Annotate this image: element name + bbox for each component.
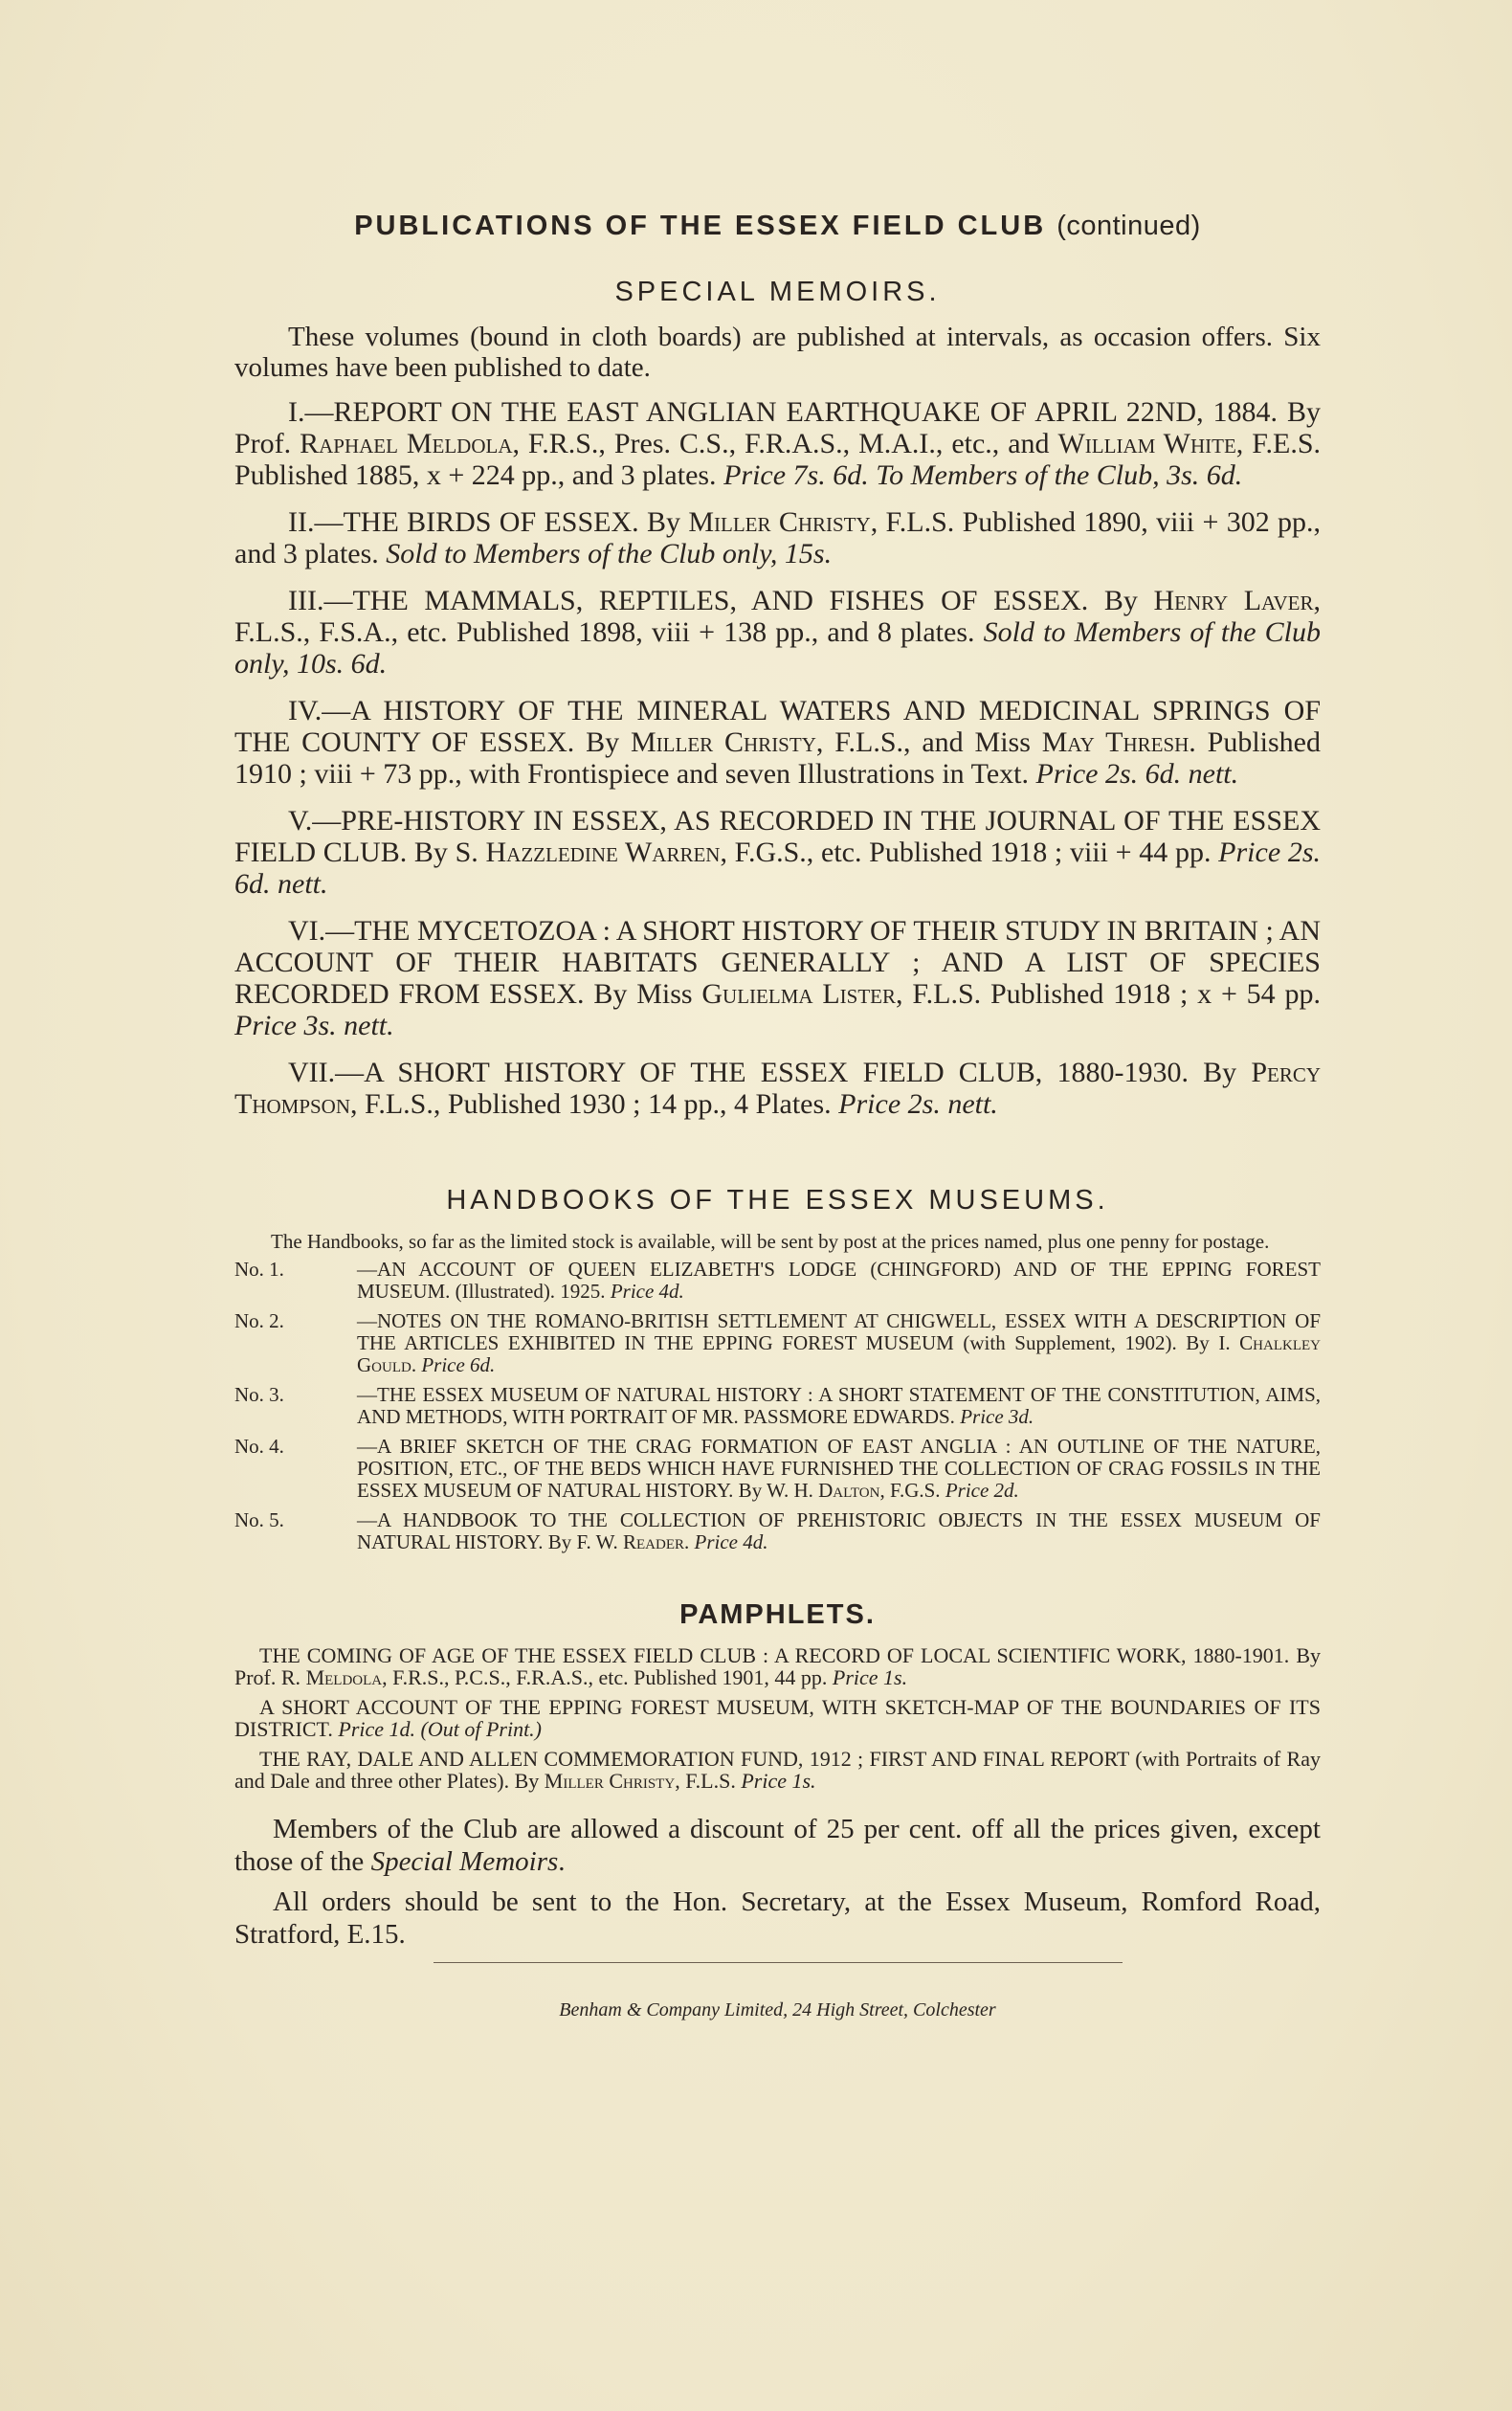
handbook-text: —NOTES ON THE ROMANO-BRITISH SETTLEMENT AT CHIGWELL, ESSEX WITH A DESCRIPTION OF THE ARTICLES EXHIBITED IN THE EPPING FOREST MUSEUM (with Supplement, 1902). By I. bbox=[357, 1309, 1321, 1354]
discount-text: Members of the Club are allowed a discount of 25 per cent. off all the prices given, except those of the bbox=[234, 1814, 1321, 1877]
memoir-details: , F.L.S., F.S.A., etc. Published 1898, viii + 138 pp., and 8 plates. bbox=[234, 585, 1321, 648]
memoir-title: IV.—A HISTORY OF THE MINERAL WATERS AND MEDICINAL SPRINGS OF THE COUNTY OF ESSEX. bbox=[234, 695, 1321, 758]
handbook-price: Price 4d. bbox=[610, 1280, 684, 1303]
page-header bbox=[234, 211, 1321, 242]
pamphlet-item bbox=[234, 1644, 1321, 1688]
handbook-text: , F.G.S. bbox=[879, 1479, 945, 1502]
memoir-details: , F.L.S. Published 1890, viii + 302 pp., and 3 plates. bbox=[234, 506, 1322, 569]
orders-note: All orders should be sent to the Hon. Secretary, at the Essex Museum, Romford Road, Stratford, E.15. bbox=[234, 1886, 1321, 1950]
handbook-text: . bbox=[411, 1353, 422, 1376]
pamphlet-text: A SHORT ACCOUNT OF THE EPPING FOREST MUSEUM, WITH SKETCH-MAP OF THE BOUNDARIES OF ITS DISTRICT. bbox=[234, 1695, 1321, 1741]
handbook-author: Dalton bbox=[818, 1479, 880, 1502]
pamphlet-text: THE RAY, DALE AND ALLEN COMMEMORATION FUND, 1912 ; FIRST AND FINAL REPORT (with Portraits of Ray and Dale and three other Plates). By bbox=[234, 1747, 1321, 1793]
handbook-author: Chalkley Gould bbox=[357, 1331, 1321, 1376]
handbook-price: Price 6d. bbox=[421, 1353, 496, 1376]
handbook-price: Price 4d. bbox=[694, 1530, 768, 1553]
memoir-author: Hazzledine Warren bbox=[485, 837, 721, 868]
handbook-item bbox=[234, 1310, 1321, 1376]
memoir-price: Price 2s. nett. bbox=[838, 1088, 998, 1120]
divider bbox=[434, 1962, 1123, 1963]
pamphlet-item bbox=[234, 1748, 1321, 1792]
memoir-details: By Prof. bbox=[234, 396, 1321, 459]
handbook-number: No. 3. bbox=[234, 1383, 284, 1406]
memoir-details: By bbox=[1203, 1057, 1252, 1088]
memoir-details: , F.E.S. Published 1885, x + 224 pp., and 3 plates. bbox=[234, 428, 1322, 491]
pamphlet-text: , F.L.S. bbox=[675, 1769, 742, 1793]
pamphlets-heading: PAMPHLETS. bbox=[679, 1599, 876, 1630]
memoir-item bbox=[234, 915, 1321, 1041]
memoir-author: Raphael Meldola bbox=[300, 428, 513, 459]
discount-text: . bbox=[558, 1846, 566, 1877]
handbook-text: —AN ACCOUNT OF QUEEN ELIZABETH'S LODGE (CHINGFORD) AND OF THE EPPING FOREST MUSEUM. (Illustrated). 1925. bbox=[357, 1258, 1321, 1303]
handbook-author: Reader bbox=[623, 1530, 685, 1553]
handbook-text: —A HANDBOOK TO THE COLLECTION OF PREHISTORIC OBJECTS IN THE ESSEX MUSEUM OF NATURAL HISTORY. By F. W. bbox=[357, 1508, 1321, 1553]
handbook-text: —THE ESSEX MUSEUM OF NATURAL HISTORY : A SHORT STATEMENT OF THE CONSTITUTION, AIMS, AND METHODS, WITH PORTRAIT OF MR. PASSMORE EDWARDS. bbox=[357, 1383, 1321, 1428]
handbooks-heading: HANDBOOKS OF THE ESSEX MUSEUMS. bbox=[446, 1185, 1109, 1216]
memoir-author: Miller Christy bbox=[631, 726, 816, 758]
memoir-details: , F.R.S., Pres. C.S., F.R.A.S., M.A.I., etc., and bbox=[512, 428, 1058, 459]
memoir-item bbox=[234, 805, 1321, 900]
memoir-price: Price 3s. nett. bbox=[234, 1010, 394, 1041]
content-column bbox=[234, 211, 1321, 2021]
handbook-text: . bbox=[684, 1530, 695, 1553]
special-memoirs-intro: These volumes (bound in cloth boards) are published at intervals, as occasion offers. Six volumes have been published to date. bbox=[234, 322, 1321, 383]
memoir-details: By S. bbox=[413, 837, 486, 868]
memoir-author: William White bbox=[1057, 428, 1236, 459]
memoir-title: V.—PRE-HISTORY IN ESSEX, AS RECORDED IN THE JOURNAL OF THE ESSEX FIELD CLUB. bbox=[234, 805, 1321, 868]
special-memoirs-heading: SPECIAL MEMOIRS. bbox=[614, 277, 941, 307]
handbook-number: No. 5. bbox=[234, 1508, 284, 1531]
handbooks-intro: The Handbooks, so far as the limited stock is available, will be sent by post at the prices named, plus one penny for postage. bbox=[271, 1230, 1270, 1253]
handbook-number: No. 2. bbox=[234, 1309, 284, 1332]
pamphlet-author: Miller Christy bbox=[544, 1769, 676, 1793]
header-continued: (continued) bbox=[1056, 211, 1201, 241]
header-title: PUBLICATIONS OF THE ESSEX FIELD CLUB bbox=[354, 211, 1047, 241]
memoir-details: , F.L.S., Published 1930 ; 14 pp., 4 Plates. bbox=[350, 1088, 839, 1120]
memoir-title: I.—REPORT ON THE EAST ANGLIAN EARTHQUAKE OF APRIL 22ND, 1884. bbox=[288, 396, 1279, 428]
memoir-price: Price 2s. 6d. nett. bbox=[234, 837, 1322, 900]
discount-emphasis: Special Memoirs bbox=[370, 1846, 559, 1877]
handbook-price: Price 2d. bbox=[945, 1479, 1019, 1502]
pamphlet-price: Price 1d. (Out of Print.) bbox=[338, 1717, 543, 1741]
pamphlet-author: Meldola bbox=[305, 1665, 383, 1689]
memoir-details: , F.L.S. Published 1918 ; x + 54 pp. bbox=[896, 978, 1322, 1010]
handbook-number: No. 4. bbox=[234, 1435, 284, 1458]
memoir-details: By Miss bbox=[593, 978, 702, 1010]
pamphlet-price: Price 1s. bbox=[832, 1665, 908, 1689]
memoir-details: By bbox=[647, 506, 689, 538]
memoir-title: III.—THE MAMMALS, REPTILES, AND FISHES OF ESSEX. bbox=[288, 585, 1089, 616]
memoir-price: Price 2s. 6d. nett. bbox=[1035, 758, 1239, 790]
handbook-item bbox=[234, 1259, 1321, 1303]
handbook-text: —A BRIEF SKETCH OF THE CRAG FORMATION OF EAST ANGLIA : AN OUTLINE OF THE NATURE, POSITION, ETC., OF THE BEDS WHICH HAVE FURNISHED THE COLLECTION OF CRAG FOSSILS IN THE ESSEX MUSEUM OF NATURAL HISTORY. By W. H. bbox=[357, 1435, 1321, 1502]
memoir-item bbox=[234, 396, 1321, 491]
pamphlet-text: THE COMING OF AGE OF THE ESSEX FIELD CLUB : A RECORD OF LOCAL SCIENTIFIC WORK, 1880-1901. By Prof. R. bbox=[234, 1643, 1321, 1689]
handbook-price: Price 3d. bbox=[960, 1405, 1034, 1428]
memoir-author: May Thresh bbox=[1041, 726, 1190, 758]
memoir-price: Sold to Members of the Club only, 15s. bbox=[386, 538, 833, 569]
printer-imprint: Benham & Company Limited, 24 High Street, Colchester bbox=[559, 1999, 996, 2020]
memoir-author: Gulielma Lister bbox=[701, 978, 897, 1010]
memoir-item bbox=[234, 506, 1321, 569]
memoir-title: VII.—A SHORT HISTORY OF THE ESSEX FIELD CLUB, 1880-1930. bbox=[288, 1057, 1189, 1088]
memoir-item bbox=[234, 695, 1321, 790]
memoir-item bbox=[234, 1057, 1321, 1120]
pamphlet-price: Price 1s. bbox=[741, 1769, 816, 1793]
memoir-author: Henry Laver bbox=[1153, 585, 1314, 616]
memoir-author: Miller Christy bbox=[688, 506, 871, 538]
handbook-item bbox=[234, 1509, 1321, 1553]
discount-note bbox=[234, 1813, 1321, 1878]
memoir-price: Sold to Members of the Club only, 10s. 6d. bbox=[234, 616, 1321, 680]
pamphlet-item bbox=[234, 1696, 1321, 1740]
memoir-title: II.—THE BIRDS OF ESSEX. bbox=[288, 506, 639, 538]
pamphlet-text: , F.R.S., P.C.S., F.R.A.S., etc. Published 1901, 44 pp. bbox=[382, 1665, 833, 1689]
handbook-item bbox=[234, 1384, 1321, 1428]
handbook-number: No. 1. bbox=[234, 1258, 284, 1281]
handbook-item bbox=[234, 1436, 1321, 1502]
memoir-details: , F.L.S., and Miss bbox=[815, 726, 1042, 758]
memoir-author: Percy Thompson bbox=[234, 1057, 1322, 1120]
memoir-details: . Published 1910 ; viii + 73 pp., with Frontispiece and seven Illustrations in Text. bbox=[234, 726, 1321, 790]
memoir-title: VI.—THE MYCETOZOA : A SHORT HISTORY OF THEIR STUDY IN BRITAIN ; AN ACCOUNT OF THEIR HABITATS GENERALLY ; AND A LIST OF SPECIES RECORDED FROM ESSEX. bbox=[234, 915, 1321, 1010]
memoir-details: By bbox=[1103, 585, 1154, 616]
memoir-details: By bbox=[586, 726, 631, 758]
memoir-price: Price 7s. 6d. To Members of the Club, 3s. 6d. bbox=[723, 459, 1243, 491]
memoir-item bbox=[234, 585, 1321, 680]
memoir-details: , F.G.S., etc. Published 1918 ; viii + 44 pp. bbox=[720, 837, 1219, 868]
